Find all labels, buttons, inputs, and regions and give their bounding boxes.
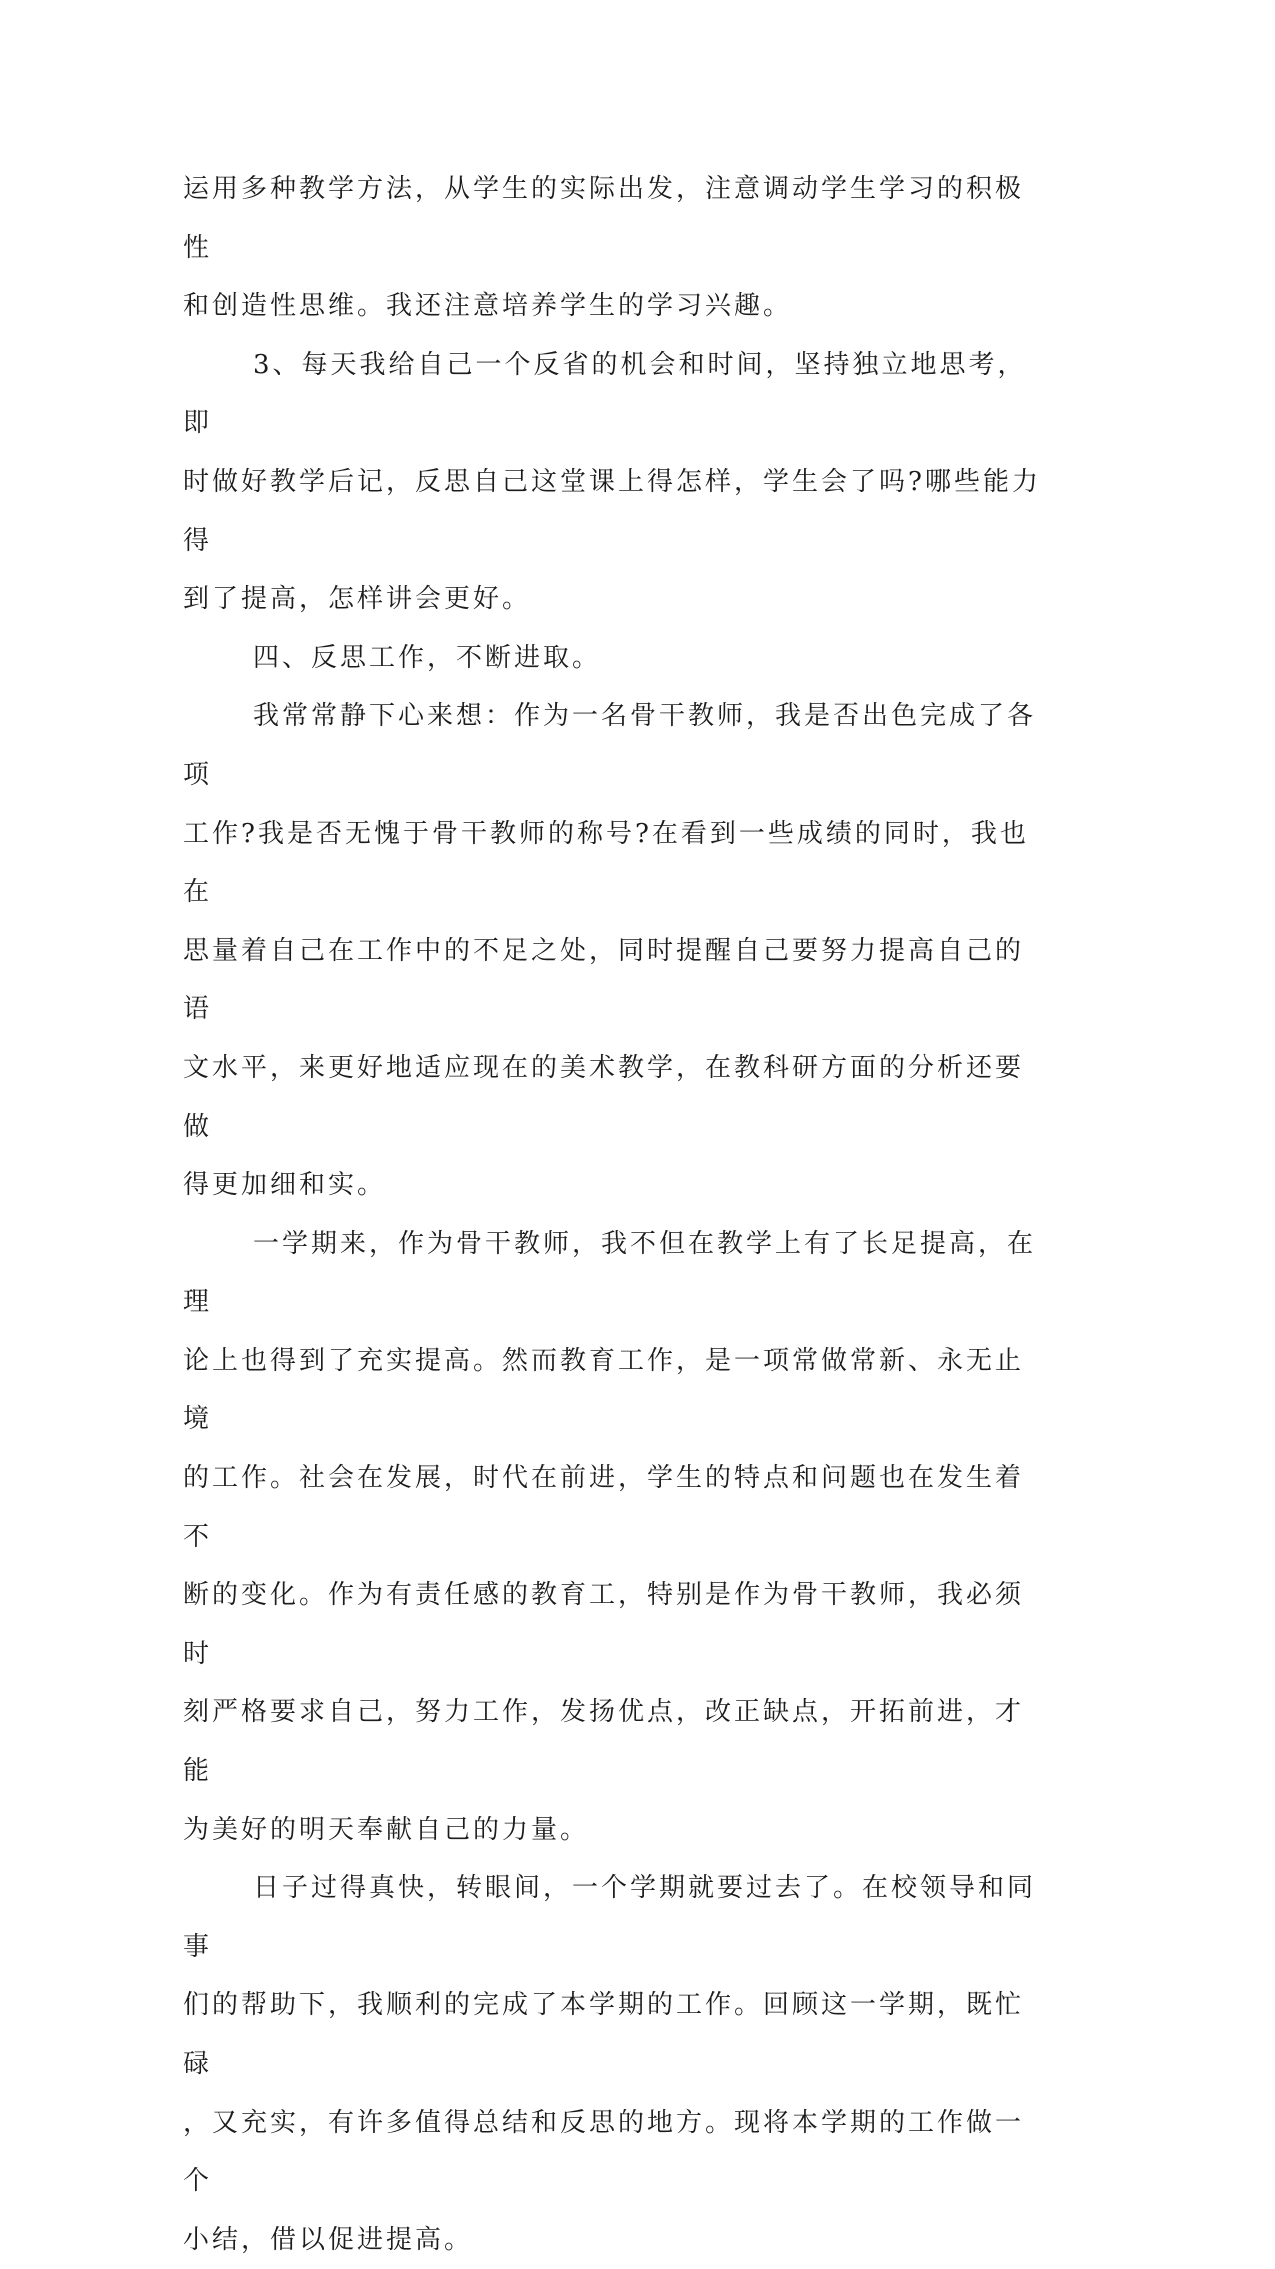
paragraph-item-3 xyxy=(183,336,1043,629)
text-line: 刻严格要求自己，努力工作，发扬优点，改正缺点，开拓前进，才能 xyxy=(183,1697,1025,1787)
text-line: ，又充实，有许多值得总结和反思的地方。现将本学期的工作做一个 xyxy=(183,2107,1025,2197)
text-line: 论上也得到了充实提高。然而教育工作，是一项常做常新、永无止境 xyxy=(183,1345,1025,1435)
text-line: 们的帮助下，我顺利的完成了本学期的工作。回顾这一学期，既忙碌 xyxy=(183,1990,1025,2079)
text-line: 得更加细和实。 xyxy=(183,1170,387,1201)
text-line: 时做好教学后记，反思自己这堂课上得怎样，学生会了吗?哪些能力得 xyxy=(183,466,1041,556)
text-line: 我常常静下心来想：作为一名骨干教师，我是否出色完成了各项 xyxy=(183,701,1037,790)
paragraph-reflection xyxy=(183,687,1043,1214)
text-line: 断的变化。作为有责任感的教育工，特别是作为骨干教师，我必须时 xyxy=(183,1580,1025,1669)
text-line: 思量着自己在工作中的不足之处，同时提醒自己要努力提高自己的语 xyxy=(183,935,1025,1025)
text-line: 为美好的明天奉献自己的力量。 xyxy=(183,1814,590,1845)
text-line: 和创造性思维。我还注意培养学生的学习兴趣。 xyxy=(183,291,793,322)
text-line: 运用多种教学方法，从学生的实际出发，注意调动学生学习的积极性 xyxy=(183,174,1025,263)
text-line: 3、每天我给自己一个反省的机会和时间，坚持独立地思考，即 xyxy=(183,349,1027,439)
text-line: 到了提高，怎样讲会更好。 xyxy=(183,584,532,615)
section-heading-4 xyxy=(183,629,1043,688)
document-body xyxy=(183,160,1043,2269)
text-line: 小结，借以促进提高。 xyxy=(183,2224,474,2255)
text-line: 的工作。社会在发展，时代在前进，学生的特点和问题也在发生着不 xyxy=(183,1463,1025,1552)
text-line: 一学期来，作为骨干教师，我不但在教学上有了长足提高，在理 xyxy=(183,1228,1037,1318)
text-line: 文水平，来更好地适应现在的美术教学，在教科研方面的分析还要做 xyxy=(183,1052,1025,1142)
paragraph-semester-review xyxy=(183,1215,1043,1860)
paragraph-summary-intro xyxy=(183,1859,1043,2269)
text-line: 日子过得真快，转眼间，一个学期就要过去了。在校领导和同事 xyxy=(183,1873,1037,1962)
text-line: 工作?我是否无愧于骨干教师的称号?在看到一些成绩的同时，我也在 xyxy=(183,818,1029,908)
text-line: 四、反思工作，不断进取。 xyxy=(253,642,602,673)
paragraph-continuation xyxy=(183,160,1043,336)
